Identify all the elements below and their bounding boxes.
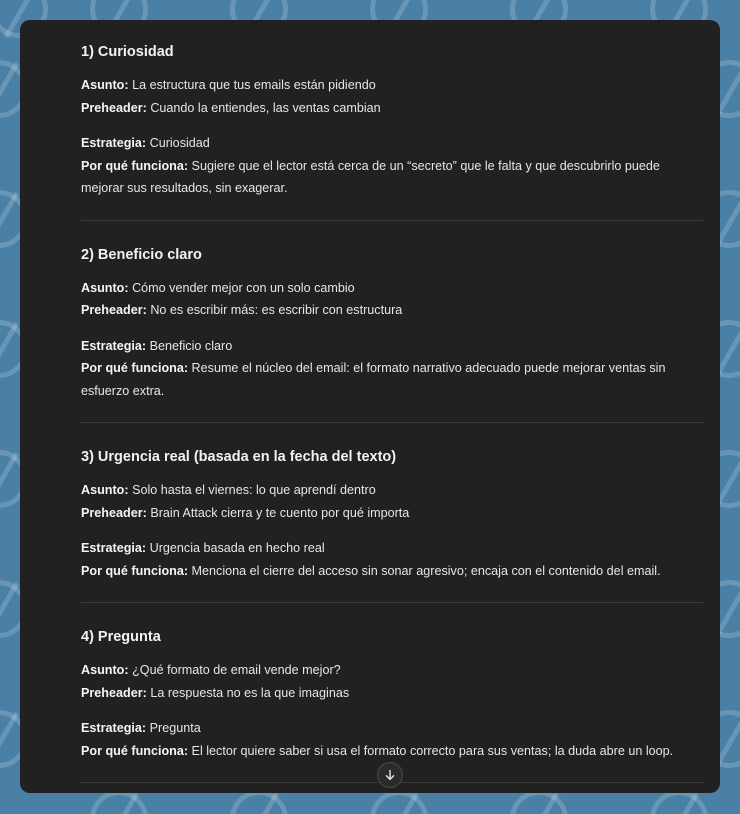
estrategia-value: Beneficio claro [149,338,233,353]
estrategia-label: Estrategia: [81,541,147,555]
porque-label: Por qué funciona: [81,158,189,173]
porque-value: Resume el núcleo del email: el formato narrativo adecuado puede mejorar ventas sin esfuerzo extra. [81,361,666,398]
subject-option-4 [81,627,703,783]
logo-watermark-icon [230,790,288,814]
asunto-value: Solo hasta el viernes: lo que aprendí dentro [132,483,376,497]
logo-watermark-icon [370,790,428,814]
preheader-label: Preheader: [81,100,147,115]
porque-line [81,155,703,200]
scroll-to-bottom-button[interactable] [377,762,403,788]
porque-value: Menciona el cierre del acceso sin sonar agresivo; encaja con el contenido del email. [191,563,661,578]
subject-option-1 [81,42,703,221]
asunto-label: Asunto: [81,483,129,497]
estrategia-label: Estrategia: [81,136,147,150]
subject-option-3 [81,447,703,603]
section-title: 2) Beneficio claro [81,246,202,263]
preheader-value: La respuesta no es la que imaginas [150,685,350,700]
asunto-line [81,659,703,682]
arrow-down-icon [384,769,396,781]
porque-value: Sugiere que el lector está cerca de un “secreto” que le falta y que descubrirlo puede mejorar sus resultados, sin exagerar. [81,158,660,195]
logo-watermark-icon [510,790,568,814]
section-title: 4) Pregunta [81,629,161,645]
preheader-label: Preheader: [81,303,147,317]
logo-watermark-icon [650,790,708,814]
preheader-line [81,682,703,705]
porque-label: Por qué funciona: [81,563,189,578]
logo-watermark-icon [90,790,148,814]
estrategia-line [81,537,703,560]
porque-label: Por qué funciona: [81,743,189,758]
preheader-value: No es escribir más: es escribir con estructura [150,303,403,317]
section-title: 1) Curiosidad [81,44,174,60]
estrategia-label: Estrategia: [81,338,147,353]
chat-message-panel [20,20,720,793]
preheader-line [81,299,703,322]
estrategia-line [81,335,703,358]
preheader-line [81,97,703,120]
asunto-label: Asunto: [81,663,129,677]
asunto-line [81,479,703,502]
porque-value: El lector quiere saber si usa el formato correcto para sus ventas; la duda abre un loop. [191,743,674,758]
asunto-label: Asunto: [81,280,129,295]
estrategia-line [81,132,703,155]
asunto-line [81,277,703,300]
preheader-label: Preheader: [81,505,147,520]
section-title: 3) Urgencia real (basada en la fecha del texto) [81,449,397,465]
asunto-value: La estructura que tus emails están pidiendo [132,78,376,92]
preheader-value: Cuando la entiendes, las ventas cambian [150,100,381,115]
porque-line [81,560,703,583]
estrategia-value: Urgencia basada en hecho real [149,541,325,555]
preheader-line [81,502,703,525]
estrategia-line [81,717,703,740]
porque-line [81,740,703,763]
subject-option-2 [81,245,703,424]
estrategia-value: Curiosidad [149,136,210,150]
asunto-value: ¿Qué formato de email vende mejor? [132,663,341,677]
asunto-label: Asunto: [81,78,129,92]
message-content [81,42,703,783]
preheader-label: Preheader: [81,685,147,700]
estrategia-value: Pregunta [149,721,201,735]
porque-line [81,357,703,402]
porque-label: Por qué funciona: [81,361,189,375]
preheader-value: Brain Attack cierra y te cuento por qué importa [150,505,410,520]
estrategia-label: Estrategia: [81,721,147,735]
asunto-line [81,74,703,97]
asunto-value: Cómo vender mejor con un solo cambio [132,280,355,295]
